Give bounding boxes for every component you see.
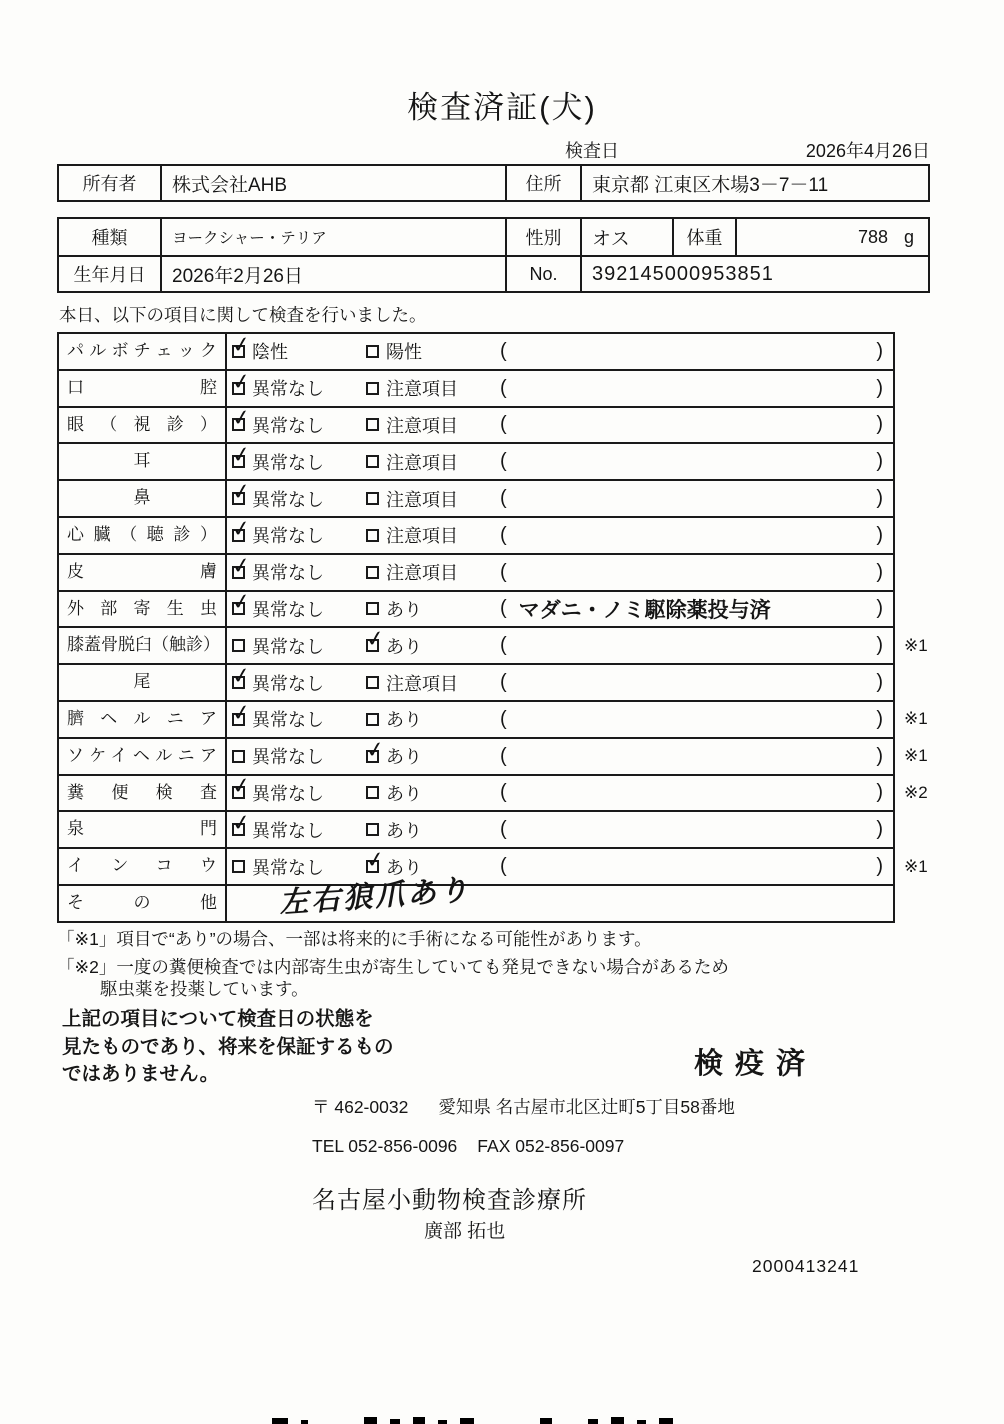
exam-row-border [57,590,895,629]
option-1-label: 異常なし [252,526,324,547]
exam-row-border [57,626,895,665]
owner-table [57,164,930,202]
option-1-label: 異常なし [252,415,324,436]
paren-open: ( [500,376,507,399]
check-mark-icon: ✓ [364,845,387,874]
birthdate-label: 生年月日 [59,257,162,291]
checkbox [366,676,379,689]
footnote-marker: ※2 [904,782,928,802]
paren-close: ) [876,523,883,546]
disclaimer-line-1: 上記の項目について検査日の状態を [62,1008,374,1030]
clinic-address: 愛知県 名古屋市北区辻町5丁目58番地 [438,1097,735,1117]
check-mark-icon: ✓ [230,772,253,800]
checkbox [230,367,253,395]
exam-row-border [57,737,895,776]
number-label: No. [507,257,582,291]
exam-row [57,774,947,813]
exam-item-name: 耳 [59,444,227,479]
option-2-label: あり [386,636,422,657]
footnote-marker [895,663,947,702]
exam-row [57,737,947,776]
checkbox [366,455,379,468]
serial-number: 2000413241 [752,1256,860,1276]
paren-open: ( [500,339,507,362]
disclaimer-text [62,1006,394,1089]
option-1-label: 異常なし [252,820,324,841]
check-mark-icon: ✓ [230,477,253,506]
exam-row-border [57,516,895,555]
checkbox [232,639,245,652]
checkbox [230,404,253,432]
remarks-field [500,377,893,400]
exam-item-name: その他 [59,886,227,921]
exam-option-1 [230,551,366,585]
option-2-label: 注意項目 [386,673,458,694]
option-2-label: あり [386,820,422,841]
checkbox [364,845,387,874]
breed-label: 種類 [59,219,162,255]
option-1-label: 異常なし [252,599,324,620]
paren-close: ) [876,560,883,583]
exam-row [57,442,947,481]
other-remarks-field [227,874,893,921]
birthdate-value: 2026年2月26日 [162,257,507,291]
paren-close: ) [876,855,883,878]
paren-open: ( [500,487,507,510]
paren-open: ( [500,597,507,620]
exam-option-1 [230,772,366,806]
clinic-fax: FAX 052-856-0097 [477,1136,625,1156]
exam-row [57,516,947,555]
clinic-tel: TEL 052-856-0096 [312,1136,458,1156]
intro-statement: 本日、以下の項目に関して検査を行いました。 [59,305,427,325]
exam-option-2 [366,486,500,512]
paren-open: ( [500,634,507,657]
inspection-date-value: 2026年4月26日 [805,141,930,161]
option-1-label: 異常なし [252,379,324,400]
remarks-field [500,781,893,804]
exam-options [227,404,893,443]
footnote-marker: ※1 [904,709,928,729]
option-1-label: 異常なし [252,636,324,657]
exam-item-name: 口腔 [59,371,227,406]
checkbox [364,625,387,653]
owner-value: 株式会社AHB [162,166,507,200]
paren-close: ) [876,413,883,436]
option-1-label: 異常なし [252,710,324,731]
footnote-marker [895,332,947,371]
exam-item-name: パルボチェック [59,334,227,369]
exam-row [57,847,947,886]
option-1-label: 異常なし [252,489,324,510]
remarks-field [500,487,893,510]
footnote-marker [895,810,947,849]
weight-value [737,219,928,255]
exam-item-name: インコウ [59,849,227,884]
footnote-marker [895,369,947,408]
check-mark-icon: ✓ [230,551,253,579]
footnote-marker [895,553,947,592]
exam-option-1 [232,743,366,769]
checkbox [366,418,379,431]
remarks-field [500,413,893,436]
checkbox [366,345,379,358]
exam-row-border [57,700,895,739]
exam-item-name: 膝蓋骨脱臼（触診） [59,628,227,663]
exam-item-name: 心臓（聴診） [59,518,227,553]
option-2-label: 注意項目 [386,526,458,547]
disclaimer-line-2: 見たものであり、将来を保証するもの [62,1035,394,1058]
paren-open: ( [500,707,507,730]
exam-row [57,590,947,629]
checkbox [230,477,253,506]
paren-open: ( [500,781,507,804]
checkbox [232,750,245,763]
option-1-label: 異常なし [252,563,324,584]
footnote-2: 「※2」一度の糞便検査では内部寄生虫が寄生していても発見できない場合があるため [57,957,729,977]
checkbox [230,698,253,727]
checkbox [366,602,379,615]
exam-item-name: 眼（視診） [59,408,227,443]
exam-row-border [57,663,895,702]
check-mark-icon: ✓ [230,698,253,727]
exam-option-1 [230,809,366,843]
option-2-label: 注意項目 [386,415,458,436]
remarks-field [500,450,893,473]
number-value: 392145000953851 [592,262,774,285]
exam-item-name: 外部寄生虫 [59,592,227,627]
exam-option-2 [366,817,500,843]
address-label: 住所 [507,166,582,200]
exam-option-2 [364,625,500,659]
paren-close: ) [876,339,883,362]
pet-info-row-2 [59,255,928,291]
option-1-label: 異常なし [252,783,324,804]
checkbox [366,823,379,836]
option-2-label: 注意項目 [386,379,458,400]
footnote-1: 「※1」項目で“あり”の場合、一部は将来的に手術になる可能性があります。 [57,929,652,949]
paren-open: ( [500,450,507,473]
exam-item-name: 鼻 [59,481,227,516]
option-2-label: 注意項目 [386,452,458,473]
option-2-label: あり [386,783,422,804]
exam-item-name: 皮膚 [59,555,227,590]
exam-row-border [57,847,895,886]
exam-row-border [57,874,895,923]
exam-item-name: 糞便検査 [59,776,227,811]
exam-row [57,663,947,702]
paren-close: ) [876,450,883,473]
option-2-label: あり [386,599,422,620]
remarks-text: マダニ・ノミ駆除薬投与済 [518,598,771,622]
weight-number: 788 [857,226,888,247]
check-mark-icon: ✓ [230,514,253,543]
exam-option-1 [230,404,366,438]
remarks-field [500,524,893,547]
remarks-field [500,340,893,363]
exam-option-2 [366,780,500,806]
checkbox [230,514,253,543]
paren-close: ) [876,597,883,620]
exam-options [227,330,893,369]
exam-options [227,588,893,627]
paren-open: ( [500,413,507,436]
exam-options [227,551,893,590]
exam-options [227,367,893,406]
exam-row-border [57,332,895,371]
exam-row-other [57,874,947,923]
paren-close: ) [876,634,883,657]
option-2-label: 注意項目 [386,489,458,510]
exam-row [57,700,947,739]
exam-options [227,661,893,700]
exam-options [227,477,893,516]
exam-options [227,514,893,553]
checkbox [366,713,379,726]
clinic-name: 名古屋小動物検査診療所 [312,1187,587,1214]
checkbox [230,661,253,690]
check-mark-icon: ✓ [364,735,387,763]
check-mark-icon: ✓ [230,809,253,837]
exam-row-border [57,774,895,813]
checkbox [230,441,253,469]
exam-row [57,553,947,592]
exam-option-1 [230,698,366,732]
bottom-edge-artifacts [272,1416,673,1424]
option-1-label: 異常なし [252,857,324,878]
footnote-marker: ※1 [904,635,928,655]
paren-close: ) [876,707,883,730]
paren-close: ) [876,818,883,841]
exam-option-1 [230,330,366,364]
exam-option-2 [366,375,500,401]
address-value: 東京都 江東区木場3－7－11 [592,174,829,196]
remarks-field [500,708,893,731]
exam-option-1 [230,661,366,696]
exam-option-2 [366,670,500,696]
check-mark-icon: ✓ [230,404,253,432]
clinic-address-line [312,1094,735,1119]
exam-row-border [57,442,895,481]
exam-option-2 [366,449,500,475]
exam-item-name: ソケイヘルニア [59,739,227,774]
paren-open: ( [500,818,507,841]
exam-options [227,441,893,479]
option-2-label: あり [386,747,422,768]
exam-row-border [57,479,895,518]
option-1-label: 異常なし [252,747,324,768]
exam-row [57,479,947,518]
pet-info-table [57,217,930,293]
check-mark-icon: ✓ [230,330,253,359]
breed-value: ヨークシャー・テリア [162,219,507,255]
exam-option-2 [366,596,500,622]
option-1-label: 異常なし [252,673,324,694]
remarks-field [500,745,893,768]
footnote-marker [895,590,947,629]
clinic-phone-line [312,1136,624,1157]
checkbox [232,860,245,873]
exam-item-name: 臍ヘルニア [59,702,227,737]
paren-close: ) [876,671,883,694]
checkbox [366,382,379,395]
exam-row-border [57,553,895,592]
exam-option-2 [366,338,500,364]
remarks-field [500,855,893,878]
pet-info-row-1 [59,219,928,255]
option-1-label: 陰性 [252,342,288,363]
exam-option-1 [230,588,366,622]
option-2-label: あり [386,710,422,731]
option-2-label: あり [386,857,422,878]
exam-options [227,735,893,774]
exam-item-name: 泉門 [59,812,227,847]
exam-option-1 [232,633,366,659]
remarks-field [500,594,893,624]
checkbox [230,772,253,800]
sex-value: オス [582,219,674,255]
exam-option-2 [366,559,500,585]
exam-item-name: 尾 [59,665,227,700]
exam-row [57,406,947,445]
veterinarian-name: 廣部 拓也 [424,1221,506,1242]
owner-label: 所有者 [59,166,162,200]
check-mark-icon: ✓ [230,661,253,690]
inspection-date-line [565,137,930,163]
exam-option-2 [366,706,500,732]
sex-label: 性別 [507,219,582,255]
weight-label: 体重 [674,219,737,255]
exam-row-border [57,369,895,408]
handwritten-note: 左右狼爪あり [278,874,473,920]
exam-row [57,369,947,408]
exam-option-1 [230,514,366,548]
paren-open: ( [500,855,507,878]
checkbox [366,529,379,542]
remarks-field [500,671,893,694]
footnote-marker [895,516,947,555]
footnote-marker [895,479,947,518]
footnote-marker: ※1 [904,856,928,876]
option-1-label: 異常なし [252,452,324,473]
checkbox [364,735,387,763]
checkbox [230,809,253,837]
check-mark-icon: ✓ [364,625,387,653]
exam-row-border [57,810,895,849]
paren-close: ) [876,744,883,767]
footnote-2-cont: 駆虫薬を投薬しています。 [100,979,309,999]
exam-option-2 [364,735,500,769]
postal-code: 〒 462-0032 [312,1097,409,1117]
check-mark-icon: ✓ [230,588,253,616]
quarantine-stamp: 検疫済 [694,1048,818,1080]
weight-unit: g [903,226,914,247]
checkbox [230,330,253,359]
option-2-label: 陽性 [386,342,422,363]
remarks-field [500,818,893,841]
exam-option-2 [366,412,500,438]
exam-options [227,698,893,737]
paren-open: ( [500,560,507,583]
checkbox [366,566,379,579]
exam-options [227,772,893,811]
exam-options [227,625,893,663]
footnote-marker [895,442,947,481]
exam-option-1 [230,441,366,475]
paren-close: ) [876,487,883,510]
footnote-marker: ※1 [904,746,928,766]
checkbox [366,786,379,799]
exam-row-border [57,406,895,445]
check-mark-icon: ✓ [230,441,253,469]
checkbox [366,492,379,505]
option-2-label: 注意項目 [386,563,458,584]
exam-table [57,332,947,923]
exam-option-2 [366,522,500,548]
paren-open: ( [500,744,507,767]
paren-close: ) [876,376,883,399]
check-mark-icon: ✓ [230,367,253,395]
exam-options [227,809,893,847]
footnote-marker [895,406,947,445]
checkbox [230,588,253,616]
inspection-date-label: 検査日 [565,141,619,161]
checkbox [230,551,253,579]
exam-row [57,626,947,665]
exam-option-1 [230,477,366,512]
document-title: 検査済証(犬) [407,90,597,125]
exam-row [57,332,947,371]
footnote-marker [895,884,947,923]
remarks-field [500,561,893,584]
paren-close: ) [876,781,883,804]
exam-row [57,810,947,849]
exam-option-1 [230,367,366,401]
paren-open: ( [500,523,507,546]
paren-open: ( [500,671,507,694]
remarks-field [500,634,893,657]
disclaimer-line-3: ではありません。 [62,1063,220,1086]
